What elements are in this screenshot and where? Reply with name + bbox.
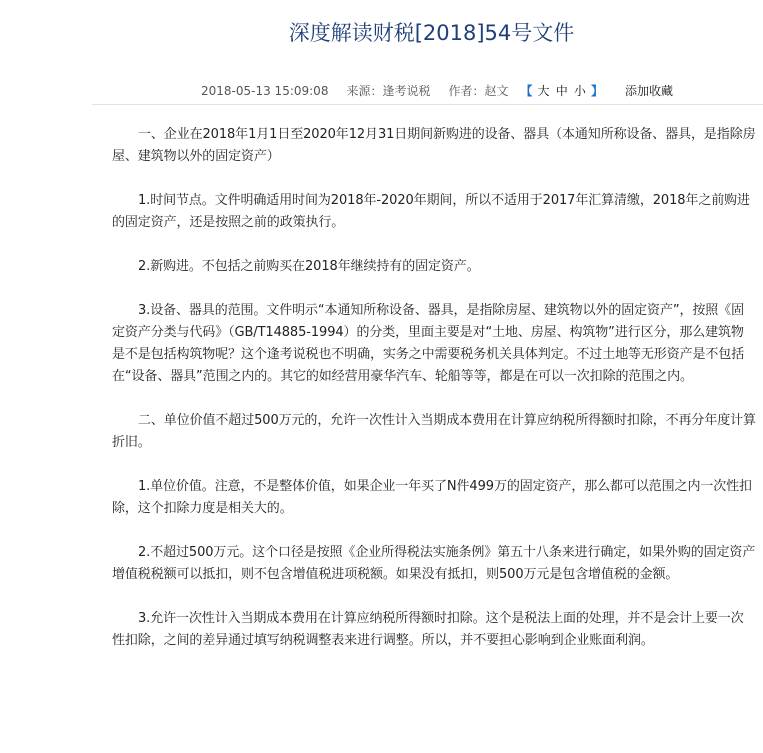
font-size-large-link[interactable]: 大: [537, 84, 550, 98]
publish-datetime: 2018-05-13 15:09:08: [201, 84, 329, 98]
add-favorite-link[interactable]: 添加收藏: [624, 84, 673, 98]
font-size-small-link[interactable]: 小: [573, 84, 586, 98]
font-size-medium-link[interactable]: 中: [555, 84, 568, 98]
article-source: 来源：逢考说税: [346, 84, 431, 98]
header-divider: [92, 104, 763, 105]
body-paragraph: 3.允许一次性计入当期成本费用在计算应纳税所得额时扣除。这个是税法上面的处理，并不是会计上要一次性扣除，之间的差异通过填写纳税调整表来进行调整。所以，并不要担心影响到企业账面利润。: [112, 611, 744, 648]
article-body: [112, 124, 756, 674]
body-paragraph: 2.不超过500万元。这个口径是按照《企业所得税法实施条例》第五十八条来进行确定，如果外购的固定资产增值税税额可以抵扣，则不包含增值税进项税额。如果没有抵扣，则500万元是包含增值税的金额。: [112, 545, 756, 582]
size-bracket-close: 】: [591, 84, 604, 98]
body-paragraph: 1.单位价值。注意，不是整体价值，如果企业一年买了N件499万的固定资产，那么都可以范围之内一次性扣除，这个扣除力度是相关大的。: [112, 479, 752, 516]
body-paragraph: 一、企业在2018年1月1日至2020年12月31日期间新购进的设备、器具（本通知所称设备、器具，是指除房屋、建筑物以外的固定资产）: [112, 127, 756, 164]
body-paragraph: 1.时间节点。文件明确适用时间为2018年-2020年期间，所以不适用于2017年汇算清缴，2018年之前购进的固定资产，还是按照之前的政策执行。: [112, 193, 750, 230]
font-size-control: [520, 82, 603, 100]
body-paragraph: 2.新购进。不包括之前购买在2018年继续持有的固定资产。: [138, 259, 480, 274]
article-author: 作者：赵文: [448, 84, 509, 98]
body-paragraph: 3.设备、器具的范围。文件明示“本通知所称设备、器具，是指除房屋、建筑物以外的固定资产”，按照《固定资产分类与代码》（GB/T14885-1994）的分类，里面主要是对“土地、房屋、构筑物”进行区分，那么建筑物是不是包括构筑物呢？这个逢考说税也不明确，实务之中需要税务机关具体判定。不过土地等无形资产是不包括在“设备、器具”范围之内的。其它的如经营用豪华汽车、轮船等等，都是在可以一次扣除的范围之内。: [112, 303, 745, 384]
body-paragraph: 二、单位价值不超过500万元的，允许一次性计入当期成本费用在计算应纳税所得额时扣除，不再分年度计算折旧。: [112, 413, 756, 450]
article-title: 深度解读财税[2018]54号文件: [288, 21, 575, 45]
article-meta: [201, 82, 673, 100]
size-bracket-open: 【: [520, 84, 533, 98]
